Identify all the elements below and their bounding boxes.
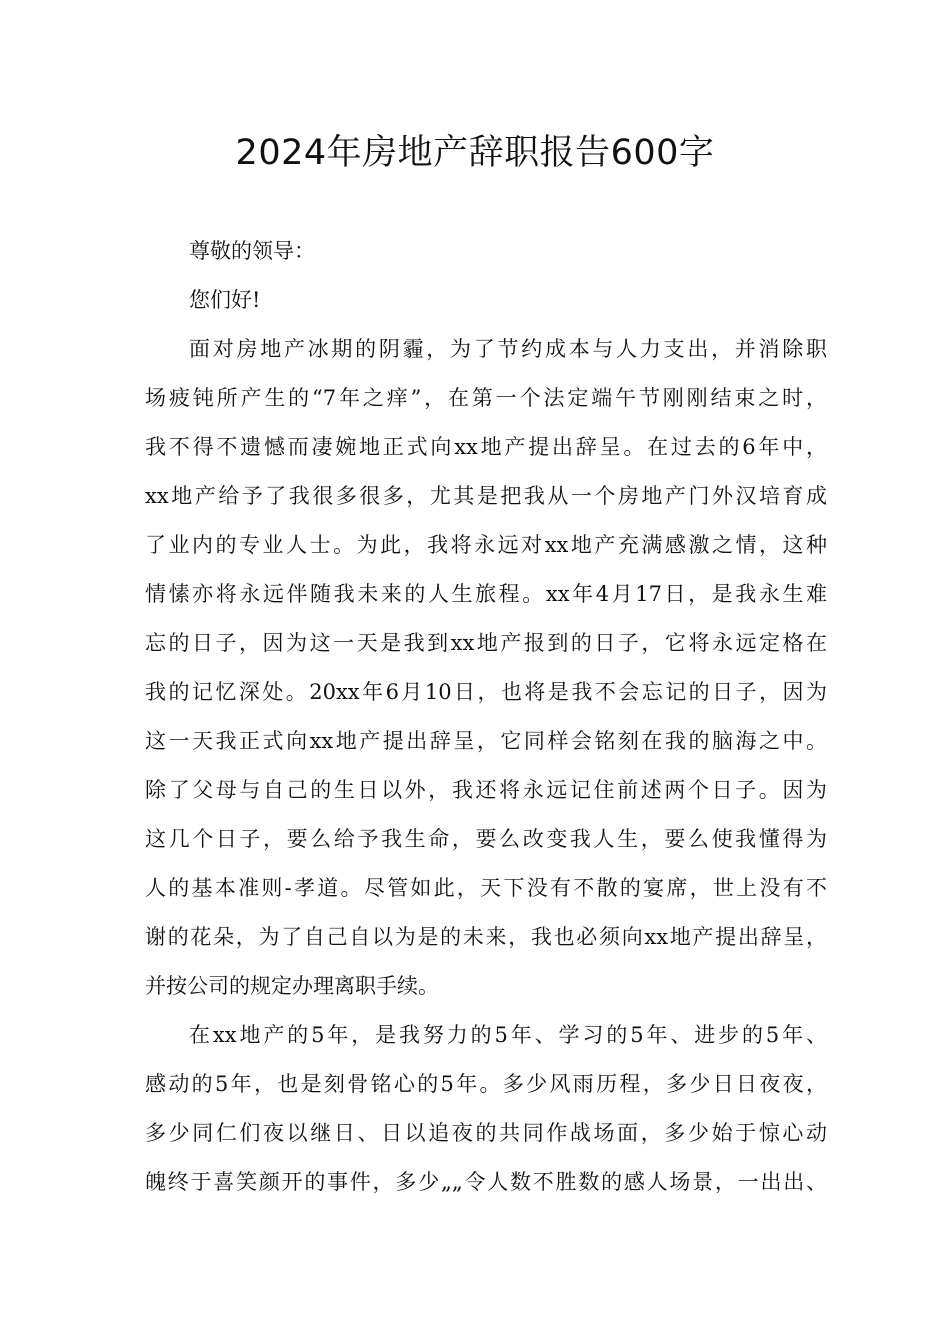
greeting: 您们好! [189, 288, 261, 312]
text-line: 情愫亦将永远伴随我未来的人生旅程。xx年4月17日，是我永生难 [145, 582, 827, 606]
document-body [145, 227, 827, 1207]
text-line: xx地产给予了我很多很多，尤其是把我从一个房地产门外汉培育成 [145, 484, 827, 508]
text-line: 魄终于喜笑颜开的事件，多少„„令人数不胜数的感人场景，一出出、 [145, 1170, 827, 1194]
text-line: 我不得不遗憾而凄婉地正式向xx地产提出辞呈。在过去的6年中， [145, 435, 827, 459]
text-line: 这几个日子，要么给予我生命，要么改变我人生，要么使我懂得为 [145, 827, 827, 851]
text-line: 并按公司的规定办理离职手续。 [145, 974, 439, 998]
paragraph-1 [145, 325, 827, 1011]
text-line: 了业内的专业人士。为此，我将永远对xx地产充满感激之情，这种 [145, 533, 827, 557]
text-line: 这一天我正式向xx地产提出辞呈，它同样会铭刻在我的脑海之中。 [145, 729, 827, 753]
text-line: 面对房地产冰期的阴霾，为了节约成本与人力支出，并消除职 [189, 337, 827, 361]
text-line: 我的记忆深处。20xx年6月10日，也将是我不会忘记的日子，因为 [145, 680, 827, 704]
paragraph-2 [145, 1011, 827, 1207]
text-line: 忘的日子，因为这一天是我到xx地产报到的日子，它将永远定格在 [145, 631, 827, 655]
salutation: 尊敬的领导： [189, 239, 315, 263]
document-title: 2024年房地产辞职报告600字 [235, 133, 715, 173]
text-line: 场疲钝所产生的“7年之痒”，在第一个法定端午节刚刚结束之时， [145, 386, 827, 410]
text-line: 谢的花朵，为了自己自以为是的未来，我也必须向xx地产提出辞呈， [145, 925, 827, 949]
text-line: 在xx地产的5年，是我努力的5年、学习的5年、进步的5年、 [189, 1023, 827, 1047]
text-line: 人的基本准则-孝道。尽管如此，天下没有不散的宴席，世上没有不 [145, 876, 827, 900]
text-line: 感动的5年，也是刻骨铭心的5年。多少风雨历程，多少日日夜夜， [145, 1072, 827, 1096]
text-line: 多少同仁们夜以继日、日以追夜的共同作战场面，多少始于惊心动 [145, 1121, 827, 1145]
text-line: 除了父母与自己的生日以外，我还将永远记住前述两个日子。因为 [145, 778, 827, 802]
